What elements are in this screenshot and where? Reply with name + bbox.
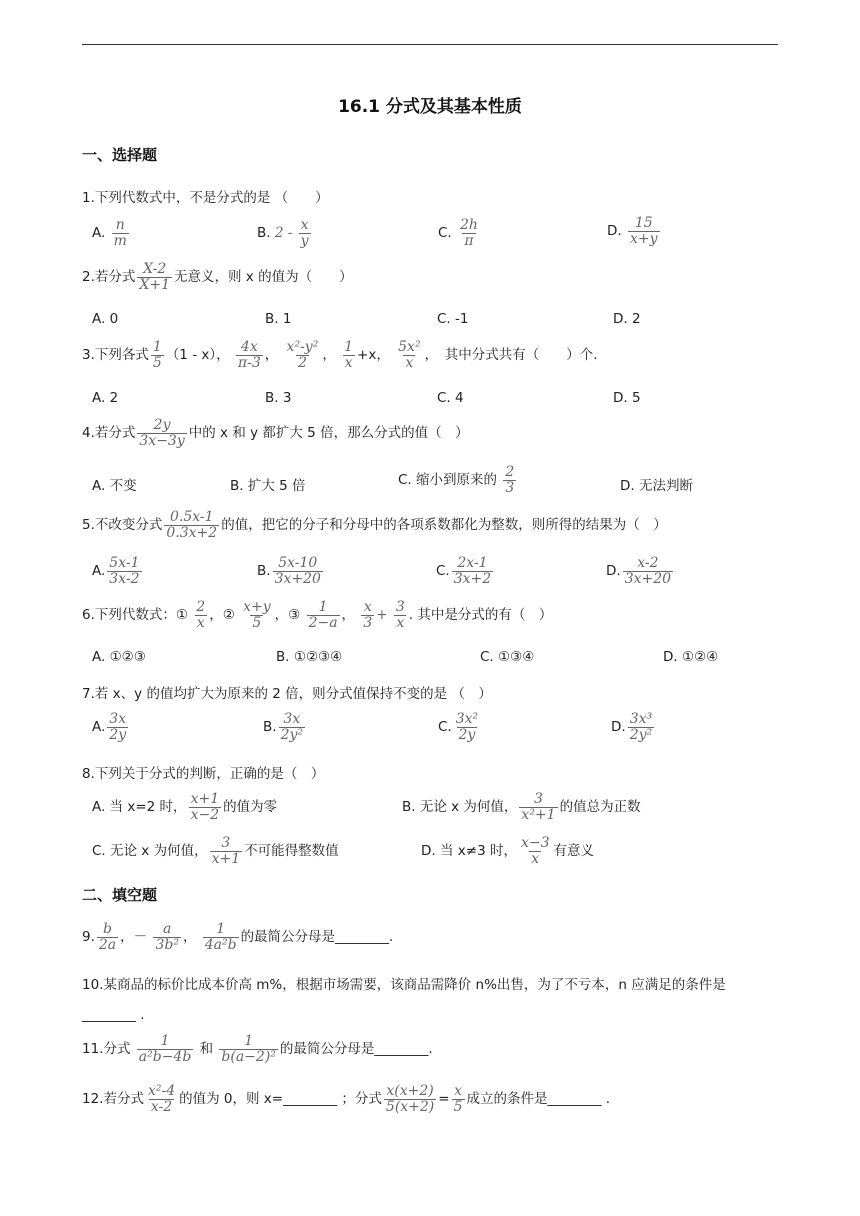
fraction: $\frac{0.5x-1}{0.3x+2}$ (166, 509, 218, 541)
fraction: $\frac{x(x+2)}{5(x+2)}$ (385, 1083, 435, 1115)
fraction: $\frac{x}{3}$ (363, 599, 373, 631)
fraction: $\frac{x-3}{x}$ (520, 835, 550, 867)
q2-option-a[interactable]: A. 0 (92, 311, 119, 327)
question-3: 3.下列各式 $\frac{1}{5}$ （1 - x）， $\frac{4x}{\pi-3}$ ， $\frac{\text{x²-y²}}{2}$ ， $\frac{1}{x}$ +x， $\frac{\text{5x²}}{x}$ ， 其中分式共有（ ）个. (82, 339, 598, 371)
fraction: $\frac{1}{\text{a²b−4b}}$ (138, 1033, 192, 1065)
q7-option-b[interactable]: B. $\frac{3x}{\text{2y²}}$ (263, 711, 303, 743)
q2-option-d[interactable]: D. 2 (613, 311, 641, 327)
q5-option-a[interactable]: A. $\frac{5x-1}{3x-2}$ (92, 555, 140, 587)
question-1: 1.下列代数式中，不是分式的是 （ ） (82, 190, 329, 206)
fraction: $\frac{3}{x+1}$ (211, 835, 241, 867)
fraction: $\frac{\text{5x²}}{x}$ (398, 339, 421, 371)
q7-option-c[interactable]: C. $\frac{\text{3x²}}{2y}$ (438, 711, 479, 743)
fraction: $\frac{x+y}{5}$ (243, 599, 271, 631)
q3-option-a[interactable]: A. 2 (92, 390, 119, 406)
fraction: $\frac{x-2}{3x+20}$ (624, 555, 672, 587)
q1-option-b[interactable]: B. 2 - $\frac{x}{y}$ (257, 217, 309, 249)
fraction: $\frac{2x-1}{3x+2}$ (453, 555, 492, 587)
q2-option-b[interactable]: B. 1 (265, 311, 292, 327)
fraction: $\frac{3}{x}$ (395, 599, 405, 631)
section-heading-choice: 一、选择题 (82, 146, 158, 164)
fraction: $\frac{1}{\text{b(a−2)²}}$ (221, 1033, 276, 1065)
fraction: $\frac{4x}{\pi-3}$ (237, 339, 261, 371)
fraction: $\frac{1}{x}$ (344, 339, 354, 371)
fraction: $\frac{1}{2-a}$ (308, 599, 338, 631)
page-title: 16.1 分式及其基本性质 (338, 97, 522, 117)
question-12: 12.若分式 $\frac{\text{x²-4}}{x-2}$ 的值为 0，则 x=________ ；分式 $\frac{x(x+2)}{5(x+2)}$ = $\frac{x}{5}$ 成立的条件是________ . (82, 1083, 611, 1115)
question-9: 9. $\frac{b}{2a}$ ，－ $\frac{a}{\text{3b²}}$ ， $\frac{1}{\text{4a²b}}$ 的最简公分母是________. (82, 921, 394, 953)
question-8: 8.下列关于分式的判断，正确的是（ ） (82, 766, 325, 782)
fraction: $\frac{2h}{\pi}$ (460, 217, 478, 249)
q8-option-c[interactable]: C. 无论 x 为何值， $\frac{3}{x+1}$ 不可能得整数值 (92, 835, 339, 867)
q5-option-b[interactable]: B. $\frac{5x-10}{3x+20}$ (257, 555, 321, 587)
question-5: 5.不改变分式 $\frac{0.5x-1}{0.3x+2}$ 的值，把它的分子和分母中的各项系数都化为整数，则所得的结果为（ ） (82, 509, 667, 541)
fraction: $\frac{5x-10}{3x+20}$ (274, 555, 321, 587)
q6-option-c[interactable]: C. ①③④ (480, 649, 535, 665)
fraction: $\frac{a}{\text{3b²}}$ (155, 921, 179, 953)
q2-option-c[interactable]: C. -1 (437, 311, 469, 327)
q3-option-b[interactable]: B. 3 (265, 390, 292, 406)
q1-option-d[interactable]: D. $\frac{15}{x+y}$ (607, 215, 658, 247)
q8-option-d[interactable]: D. 当 x≠3 时， $\frac{x-3}{x}$ 有意义 (421, 835, 594, 867)
q1-option-c[interactable]: C. $\frac{2h}{\pi}$ (438, 217, 478, 249)
q6-option-d[interactable]: D. ①②④ (663, 649, 719, 665)
q4-option-b[interactable]: B. 扩大 5 倍 (230, 478, 306, 494)
q5-option-d[interactable]: D. $\frac{x-2}{3x+20}$ (606, 555, 672, 587)
section-heading-fill: 二、填空题 (82, 886, 158, 904)
fraction: $\frac{2}{x}$ (196, 599, 206, 631)
q4-option-a[interactable]: A. 不变 (92, 478, 137, 494)
q4-option-c[interactable]: C. 缩小到原来的 $\frac{2}{3}$ (398, 464, 515, 496)
fraction: $\frac{\text{x²-y²}}{2}$ (286, 339, 319, 371)
fraction: $\frac{2}{3}$ (505, 464, 515, 496)
q6-option-a[interactable]: A. ①②③ (92, 649, 146, 665)
fraction: $\frac{2y}{3x-3y}$ (139, 417, 185, 449)
header-rule (82, 44, 778, 45)
fraction: $\frac{x+1}{x-2}$ (190, 791, 220, 823)
fraction: $\frac{15}{x+y}$ (629, 215, 658, 247)
fraction: $\frac{1}{5}$ (152, 339, 162, 371)
question-11: 11.分式 $\frac{1}{\text{a²b−4b}}$ 和 $\frac{1}{\text{b(a−2)²}}$ 的最简公分母是________. (82, 1033, 433, 1065)
question-10-answer-line: ________ . (82, 1007, 145, 1023)
fraction: $\frac{3}{\text{x²+1}}$ (521, 791, 556, 823)
fraction: $\frac{\text{3x²}}{2y}$ (455, 711, 479, 743)
q6-option-b[interactable]: B. ①②③④ (276, 649, 343, 665)
fraction: $\frac{X-2}{X+1}$ (139, 261, 170, 293)
question-4: 4.若分式 $\frac{2y}{3x-3y}$ 中的 x 和 y 都扩大 5 倍，那么分式的值（ ） (82, 417, 469, 449)
fraction: $\frac{1}{\text{4a²b}}$ (204, 921, 237, 953)
fraction: $\frac{x}{y}$ (300, 217, 309, 249)
question-10: 10.某商品的标价比成本价高 m%，根据市场需要，该商品需降价 n%出售，为了不亏本，n 应满足的条件是 (82, 977, 726, 993)
fraction: $\frac{b}{2a}$ (98, 921, 117, 953)
fraction: $\frac{3x}{\text{2y²}}$ (280, 711, 303, 743)
q3-option-d[interactable]: D. 5 (613, 390, 641, 406)
q5-option-c[interactable]: C. $\frac{2x-1}{3x+2}$ (436, 555, 492, 587)
q8-option-b[interactable]: B. 无论 x 为何值， $\frac{3}{\text{x²+1}}$ 的值总为正数 (402, 791, 641, 823)
q4-option-d[interactable]: D. 无法判断 (620, 478, 693, 494)
fraction: $\frac{5x-1}{3x-2}$ (109, 555, 140, 587)
q7-option-d[interactable]: D. $\frac{\text{3x³}}{\text{2y²}}$ (611, 711, 653, 743)
fraction: $\frac{\text{x²-4}}{x-2}$ (147, 1083, 176, 1115)
question-2: 2.若分式 $\frac{X-2}{X+1}$ 无意义，则 x 的值为（ ） (82, 261, 353, 293)
fraction: $\frac{n}{m}$ (113, 217, 127, 249)
q8-option-a[interactable]: A. 当 x=2 时， $\frac{x+1}{x-2}$ 的值为零 (92, 791, 278, 823)
question-6: 6.下列代数式：① $\frac{2}{x}$ ，② $\frac{x+y}{5}$ ，③ $\frac{1}{2-a}$ ， $\frac{x}{3}$ + $\frac{3}{x}$ . 其中是分式的有（ ） (82, 599, 553, 631)
fraction: $\frac{x}{5}$ (453, 1083, 463, 1115)
fraction: $\frac{\text{3x³}}{\text{2y²}}$ (629, 711, 653, 743)
question-7: 7.若 x、y 的值均扩大为原来的 2 倍，则分式值保持不变的是 （ ） (82, 686, 492, 702)
q1-option-a[interactable]: A. $\frac{n}{m}$ (92, 217, 127, 249)
q7-option-a[interactable]: A. $\frac{3x}{2y}$ (92, 711, 127, 743)
q3-option-c[interactable]: C. 4 (437, 390, 464, 406)
fraction: $\frac{3x}{2y}$ (109, 711, 127, 743)
